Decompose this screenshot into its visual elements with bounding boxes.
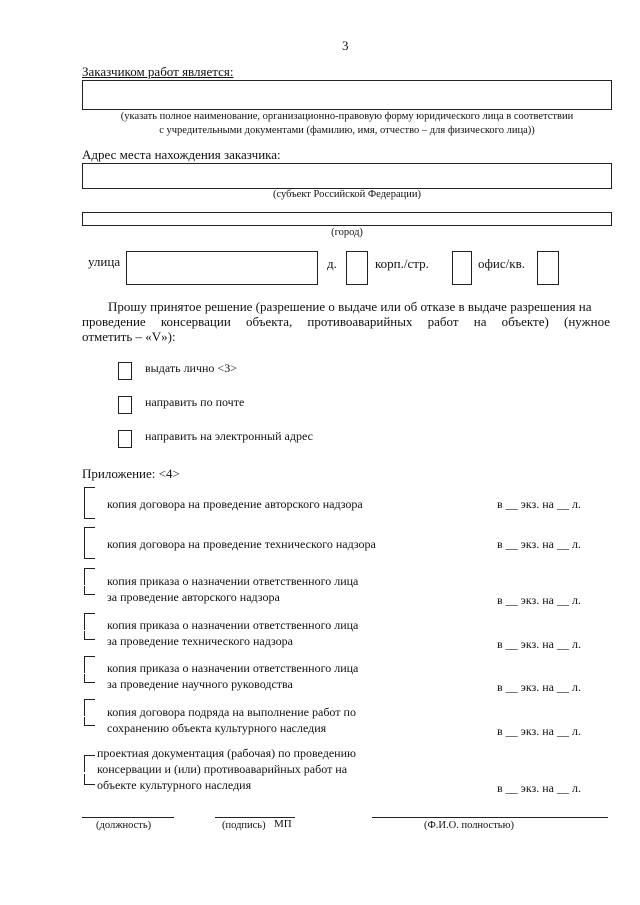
attachment-7-label-line1: проектиая документация (рабочая) по проведению bbox=[97, 746, 356, 760]
page-number: 3 bbox=[342, 38, 349, 53]
name-line bbox=[372, 817, 608, 818]
attachment-3-label-line1: копия приказа о назначении ответственного лица bbox=[107, 574, 359, 588]
attachment-7-label-line2: консервации и (или) противоаварийных работ на bbox=[97, 762, 348, 776]
customer-hint-line2: с учредительными документами (фамилию, имя, отчество – для физического лица)) bbox=[159, 125, 535, 136]
region-field[interactable] bbox=[82, 163, 612, 189]
attachment-7-checkbox-bottom bbox=[84, 774, 95, 785]
delivery-personal-label: выдать лично <3> bbox=[145, 361, 237, 375]
delivery-email-label: направить на электронный адрес bbox=[145, 429, 313, 443]
office-label: офис/кв. bbox=[478, 256, 525, 271]
request-line3: отметить – «V»): bbox=[82, 329, 176, 344]
request-line1: Прошу принятое решение (разрешение о выдаче или об отказе в выдаче разрешения на bbox=[108, 299, 592, 314]
attachment-7-count: в __ экз. на __ л. bbox=[497, 781, 581, 795]
attachment-7-label-line3: объекте культурного наследия bbox=[97, 778, 252, 792]
attachment-3-count: в __ экз. на __ л. bbox=[497, 593, 581, 607]
city-field[interactable] bbox=[82, 212, 612, 226]
attachment-5-label-line1: копия приказа о назначении ответственного лица bbox=[107, 661, 359, 675]
attachment-5-label-line2: за проведение научного руководства bbox=[107, 677, 293, 691]
customer-hint-line1: (указать полное наименование, организационно-правовую форму юридического лица в соответствии bbox=[120, 111, 574, 122]
signature-caption: (подпись) bbox=[222, 820, 266, 831]
attachment-2-label: копия договора на проведение технического надзора bbox=[107, 537, 376, 551]
attachment-4-label-line1: копия приказа о назначении ответственного лица bbox=[107, 618, 359, 632]
attachment-1-count: в __ экз. на __ л. bbox=[497, 497, 581, 511]
attachment-3-checkbox-bottom bbox=[84, 586, 95, 595]
position-line bbox=[82, 817, 174, 818]
office-field[interactable] bbox=[537, 251, 559, 285]
region-caption: (субъект Российской Федерации) bbox=[273, 189, 421, 200]
attachment-6-checkbox-bottom bbox=[84, 717, 95, 726]
address-label: Адрес места нахождения заказчика: bbox=[82, 147, 281, 162]
attachment-1-checkbox[interactable] bbox=[84, 487, 95, 519]
delivery-mail-label: направить по почте bbox=[145, 395, 245, 409]
name-caption: (Ф.И.О. полностью) bbox=[424, 820, 514, 831]
street-label: улица bbox=[88, 254, 121, 269]
building-field[interactable] bbox=[452, 251, 472, 285]
attachment-3-label-line2: за проведение авторского надзора bbox=[107, 590, 280, 604]
attachment-4-label-line2: за проведение технического надзора bbox=[107, 634, 293, 648]
attachments-title: Приложение: <4> bbox=[82, 466, 180, 481]
attachment-2-count: в __ экз. на __ л. bbox=[497, 537, 581, 551]
request-line2: проведение консервации объекта, противоаварийных работ на объекте) (нужное bbox=[82, 314, 610, 329]
delivery-personal-checkbox[interactable] bbox=[118, 362, 132, 380]
attachment-2-checkbox[interactable] bbox=[84, 527, 95, 559]
stamp-label: МП bbox=[274, 818, 292, 830]
attachment-5-checkbox-bottom bbox=[84, 674, 95, 683]
attachment-1-label: копия договора на проведение авторского надзора bbox=[107, 497, 363, 511]
street-field[interactable] bbox=[126, 251, 318, 285]
attachment-6-checkbox[interactable] bbox=[84, 699, 95, 716]
delivery-email-checkbox[interactable] bbox=[118, 430, 132, 448]
attachment-6-count: в __ экз. на __ л. bbox=[497, 724, 581, 738]
city-caption: (город) bbox=[331, 227, 363, 238]
delivery-mail-checkbox[interactable] bbox=[118, 396, 132, 414]
attachment-4-count: в __ экз. на __ л. bbox=[497, 637, 581, 651]
position-caption: (должность) bbox=[96, 820, 152, 831]
customer-name-field[interactable] bbox=[82, 80, 612, 110]
attachment-5-checkbox[interactable] bbox=[84, 656, 95, 673]
customer-label: Заказчиком работ является: bbox=[82, 64, 234, 79]
house-label: д. bbox=[327, 256, 337, 271]
building-label: корп./стр. bbox=[375, 256, 429, 271]
attachment-6-label-line2: сохранению объекта культурного наследия bbox=[107, 721, 327, 735]
attachment-4-checkbox[interactable] bbox=[84, 613, 95, 630]
attachment-3-checkbox[interactable] bbox=[84, 568, 95, 585]
attachment-5-count: в __ экз. на __ л. bbox=[497, 680, 581, 694]
attachment-6-label-line1: копия договора подряда на выполнение работ по bbox=[107, 705, 356, 719]
attachment-7-checkbox[interactable] bbox=[84, 755, 95, 772]
house-field[interactable] bbox=[346, 251, 368, 285]
attachment-4-checkbox-bottom bbox=[84, 631, 95, 640]
